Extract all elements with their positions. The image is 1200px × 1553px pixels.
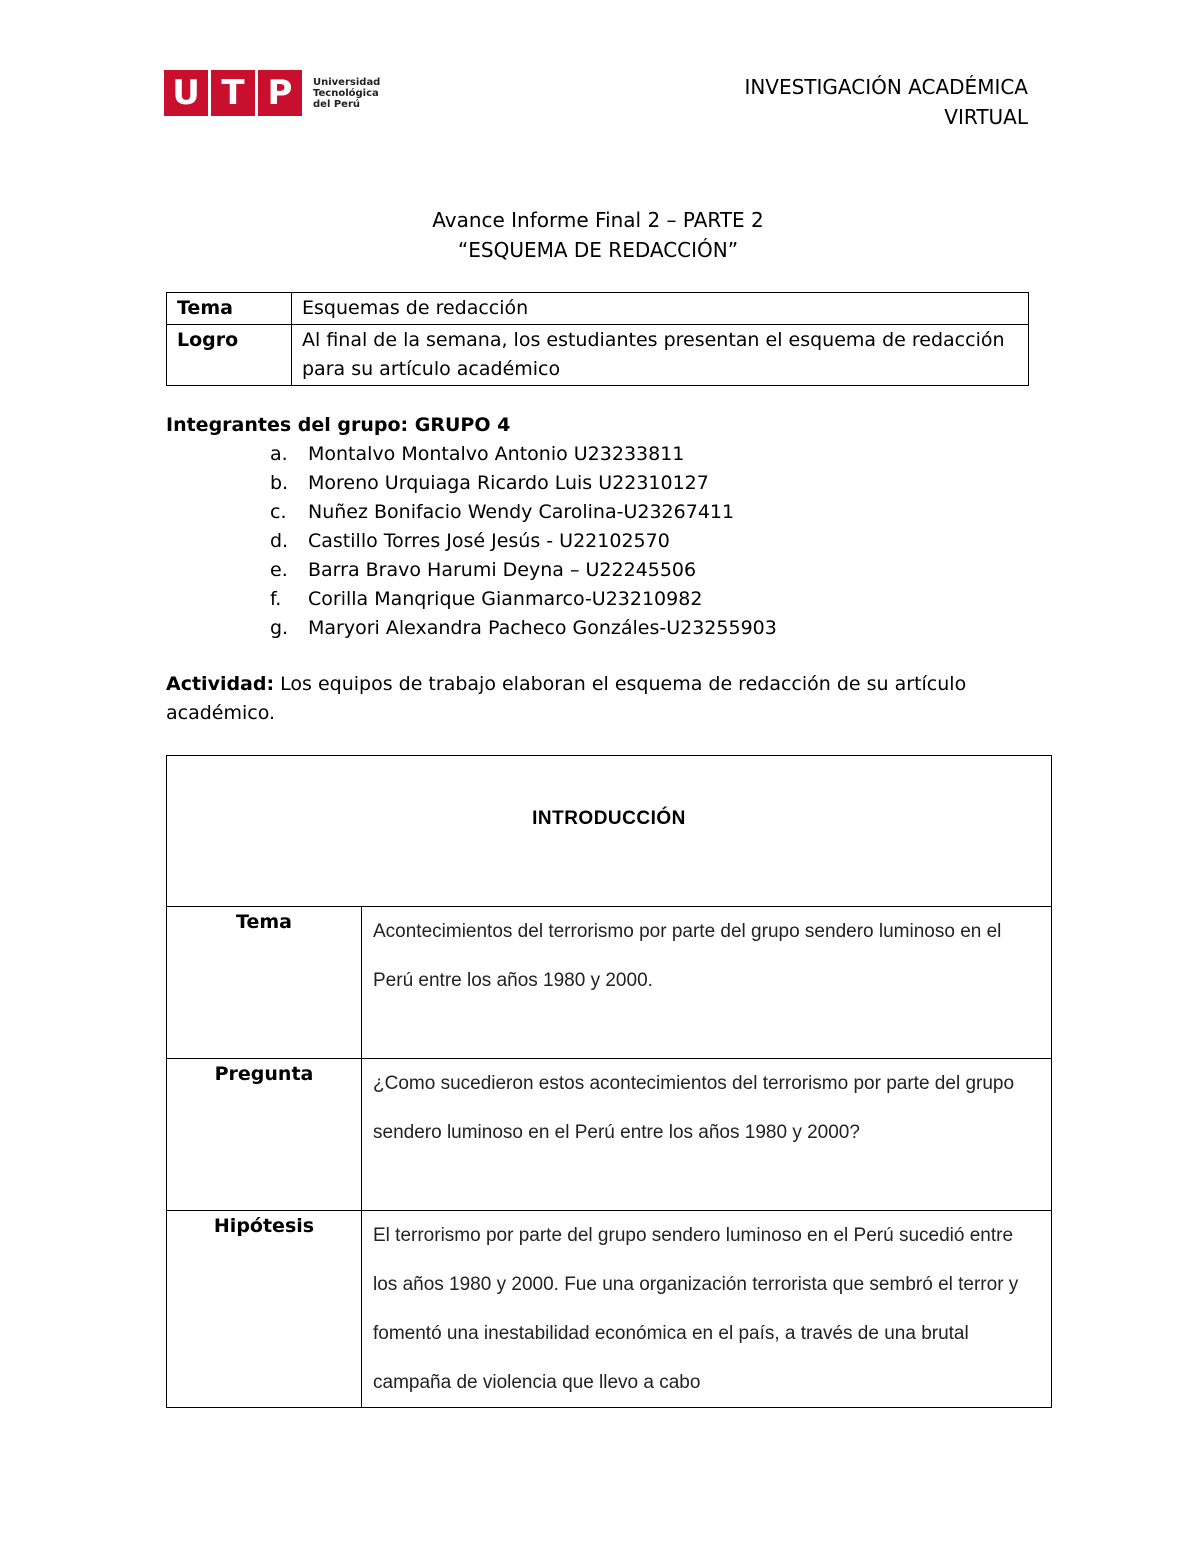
meta-table [166, 292, 1029, 386]
member-name: Nuñez Bonifacio Wendy Carolina-U23267411 [308, 501, 735, 523]
row-label: Hipótesis [167, 1211, 362, 1408]
table-row [167, 1211, 1052, 1408]
list-item [270, 498, 777, 527]
title-line1: Avance Informe Final 2 – PARTE 2 [432, 208, 764, 232]
row-value: ¿Como sucedieron estos acontecimientos del terrorismo por parte del grupo sendero luminoso en el Perú entre los años 1980 y 2000? [362, 1059, 1052, 1211]
table-row [167, 1059, 1052, 1211]
section-title: INTRODUCCIÓN [532, 808, 686, 829]
row-value: Acontecimientos del terrorismo por parte del grupo sendero luminoso en el Perú entre los años 1980 y 2000. [362, 907, 1052, 1059]
meta-tema-value: Esquemas de redacción [292, 293, 1029, 325]
list-item [270, 527, 777, 556]
logo-letter-t: T [211, 70, 255, 116]
logo-letter-u: U [164, 70, 208, 116]
logo-wordmark [313, 77, 380, 110]
list-item [270, 585, 777, 614]
schema-header-row [167, 756, 1052, 907]
list-marker: d. [270, 530, 289, 552]
member-name: Corilla Manqrique Gianmarco-U23210982 [308, 588, 703, 610]
group-heading: Integrantes del grupo: GRUPO 4 [166, 414, 511, 436]
logo-text-line2: Tecnológica [313, 87, 379, 99]
member-name: Moreno Urquiaga Ricardo Luis U22310127 [308, 472, 709, 494]
meta-logro-value: Al final de la semana, los estudiantes presentan el esquema de redacción para su artículo académico [292, 325, 1029, 386]
member-name: Montalvo Montalvo Antonio U23233811 [308, 443, 685, 465]
course-title [744, 72, 1028, 132]
table-row [167, 907, 1052, 1059]
activity-text: Los equipos de trabajo elaboran el esquema de redacción de su artículo académico. [166, 673, 967, 724]
member-name: Maryori Alexandra Pacheco Gonzáles-U23255903 [308, 617, 777, 639]
members-list [270, 440, 777, 643]
schema-table [166, 755, 1052, 1408]
meta-row-logro [167, 325, 1029, 386]
list-marker: a. [270, 443, 288, 465]
list-item [270, 556, 777, 585]
list-marker: e. [270, 559, 288, 581]
member-name: Castillo Torres José Jesús - U22102570 [308, 530, 670, 552]
list-marker: b. [270, 472, 289, 494]
row-label: Tema [167, 907, 362, 1059]
list-item [270, 440, 777, 469]
title-line2: “ESQUEMA DE REDACCIÓN” [457, 238, 739, 262]
meta-row-tema [167, 293, 1029, 325]
logo-mark [164, 70, 305, 116]
logo-letter-p: P [258, 70, 302, 116]
meta-logro-label: Logro [167, 325, 292, 386]
meta-tema-label: Tema [167, 293, 292, 325]
list-item [270, 469, 777, 498]
member-name: Barra Bravo Harumi Deyna – U22245506 [308, 559, 697, 581]
row-label: Pregunta [167, 1059, 362, 1211]
row-value: El terrorismo por parte del grupo sendero luminoso en el Perú sucedió entre los años 1980 y 2000. Fue una organización terrorista que sembró el terror y fomentó una inestabilidad económica en el país, a través de una brutal campaña de violencia que llevo a cabo [362, 1211, 1052, 1408]
utp-logo [164, 70, 380, 116]
list-marker: f. [270, 588, 282, 610]
course-title-line2: VIRTUAL [944, 105, 1028, 129]
section-title-cell [167, 756, 1052, 907]
activity-label: Actividad: [166, 673, 275, 695]
document-title [0, 205, 1196, 265]
list-marker: g. [270, 617, 289, 639]
course-title-line1: INVESTIGACIÓN ACADÉMICA [744, 75, 1028, 99]
activity-paragraph [166, 670, 1026, 728]
logo-text-line3: del Perú [313, 98, 361, 110]
logo-text-line1: Universidad [313, 76, 381, 88]
list-marker: c. [270, 501, 287, 523]
list-item [270, 614, 777, 643]
